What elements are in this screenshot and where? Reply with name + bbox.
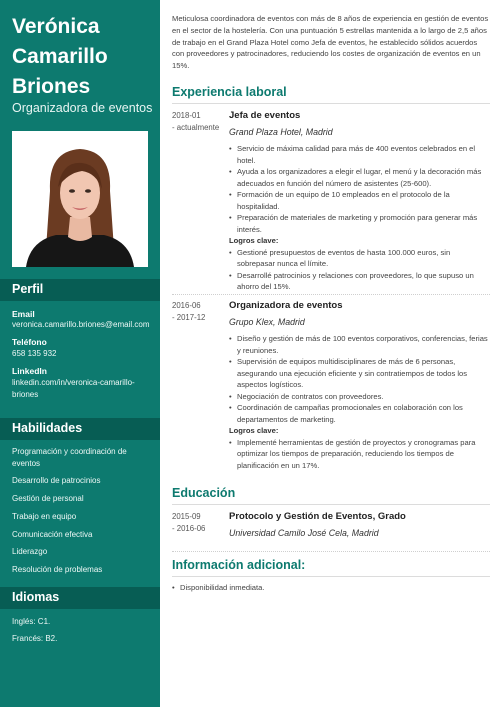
list-item: • Diseño y gestión de más de 100 eventos corporativos, conferencias, ferias y reuniones. bbox=[229, 333, 489, 356]
education-date-start: 2015-09 bbox=[172, 512, 201, 521]
education-date bbox=[172, 511, 226, 534]
list-item: • Formación de un equipo de 10 empleados en el protocolo de la hospitalidad. bbox=[229, 189, 489, 212]
additional-info-heading: Información adicional: bbox=[172, 558, 306, 572]
job-bullets bbox=[229, 333, 489, 471]
job-title: Organizadora de eventos bbox=[229, 300, 343, 311]
linkedin-line-2: briones bbox=[12, 390, 39, 399]
job-date-end: - 2017-12 bbox=[172, 312, 206, 322]
skill-item: Liderazgo bbox=[12, 547, 48, 556]
job-company: Grupo Klex, Madrid bbox=[229, 317, 305, 327]
job-company: Grand Plaza Hotel, Madrid bbox=[229, 127, 333, 137]
job-date-start: 2016-06 bbox=[172, 301, 201, 310]
job-date-end: - actualmente bbox=[172, 122, 220, 132]
key-achievements-label: Logros clave: bbox=[229, 236, 279, 245]
section-divider bbox=[172, 103, 490, 104]
portrait-image bbox=[12, 131, 148, 267]
school-name: Universidad Camilo José Cela, Madrid bbox=[229, 528, 379, 538]
skill-item: Trabajo en equipo bbox=[12, 512, 77, 521]
linkedin-line-1: linkedin.com/in/veronica-camarillo- bbox=[12, 378, 135, 387]
key-achievements-label: Logros clave: bbox=[229, 426, 279, 435]
education-heading: Educación bbox=[172, 486, 236, 500]
phone-value[interactable]: 658 135 932 bbox=[12, 349, 57, 358]
languages-heading: Idiomas bbox=[0, 587, 160, 609]
skill-item: Comunicación efectiva bbox=[12, 530, 93, 539]
job-date-start: 2018-01 bbox=[172, 111, 201, 120]
list-item: • Ayuda a los organizadores a elegir el lugar, el menú y la decoración más adecuados en función del número de asistentes (25-600). bbox=[229, 166, 489, 189]
experience-heading: Experiencia laboral bbox=[172, 85, 287, 99]
sidebar bbox=[0, 0, 160, 707]
list-item: • Servicio de máxima calidad para más de 400 eventos celebrados en el hotel. bbox=[229, 143, 489, 166]
skills-heading: Habilidades bbox=[0, 418, 160, 440]
profile-summary: Meticulosa coordinadora de eventos con más de 8 años de experiencia en gestión de eventos en el sector de la hostelería. Con una puntuación 5 estrellas mantenida a lo largo de 2,5 años de trabajo en el Grand Plaza Hotel como Jefa de eventos, he establecido sólidos acuerdos con proveedores y patrocinadores, reduciendo los costes de organización de eventos en un 15%. bbox=[172, 14, 489, 71]
list-item: • Negociación de contratos con proveedores. bbox=[229, 391, 489, 403]
job-bullets bbox=[229, 143, 489, 293]
list-item: • Implementé herramientas de gestión de proyectos y cronogramas para optimizar los tiempos de preparación, reduciendo los tiempos de planificación en un 17%. bbox=[229, 437, 489, 472]
language-item: Francés: B2. bbox=[12, 634, 58, 643]
name-line-3: Briones bbox=[12, 75, 91, 98]
job-date bbox=[172, 300, 226, 323]
education-date-end: - 2016-06 bbox=[172, 523, 206, 533]
linkedin-label: LinkedIn bbox=[12, 366, 47, 376]
degree-title: Protocolo y Gestión de Eventos, Grado bbox=[229, 511, 406, 522]
name-line-2: Camarillo bbox=[12, 45, 108, 68]
section-divider bbox=[172, 576, 490, 577]
candidate-name bbox=[12, 12, 152, 102]
list-item: • Desarrollé patrocinios y relaciones con proveedores, lo que supuso un ahorro del 15%. bbox=[229, 270, 489, 293]
linkedin-value[interactable] bbox=[12, 377, 154, 401]
email-label: Email bbox=[12, 309, 35, 319]
additional-info-item: • Disponibilidad inmediata. bbox=[172, 583, 264, 592]
job-divider bbox=[172, 294, 490, 295]
job-date bbox=[172, 110, 226, 133]
section-divider bbox=[172, 504, 490, 505]
candidate-role: Organizadora de eventos bbox=[12, 101, 153, 115]
perfil-heading: Perfil bbox=[0, 279, 160, 301]
skill-item: Resolución de problemas bbox=[12, 565, 103, 574]
list-item: • Gestioné presupuestos de eventos de hasta 100.000 euros, sin sobrepasar nunca el límite. bbox=[229, 247, 489, 270]
language-item: Inglés: C1. bbox=[12, 617, 51, 626]
list-item: • Coordinación de campañas promocionales en colaboración con los departamentos de marketing. bbox=[229, 402, 489, 425]
list-item: • Supervisión de equipos multidisciplinares de más de 6 personas, asegurando una ejecución eficiente y sin contratiempos de todos los aspectos logísticos. bbox=[229, 356, 489, 391]
section-divider-dotted bbox=[172, 551, 490, 552]
skill-item: Programación y coordinación de eventos bbox=[12, 447, 127, 468]
name-line-1: Verónica bbox=[12, 15, 100, 38]
job-title: Jefa de eventos bbox=[229, 110, 301, 121]
profile-photo bbox=[12, 131, 148, 267]
email-value[interactable]: veronica.camarillo.briones@email.com bbox=[12, 320, 150, 329]
skill-item: Desarrollo de patrocinios bbox=[12, 476, 101, 485]
phone-label: Teléfono bbox=[12, 337, 47, 347]
list-item: • Preparación de materiales de marketing y promoción para generar más interés. bbox=[229, 212, 489, 235]
skill-item: Gestión de personal bbox=[12, 494, 84, 503]
